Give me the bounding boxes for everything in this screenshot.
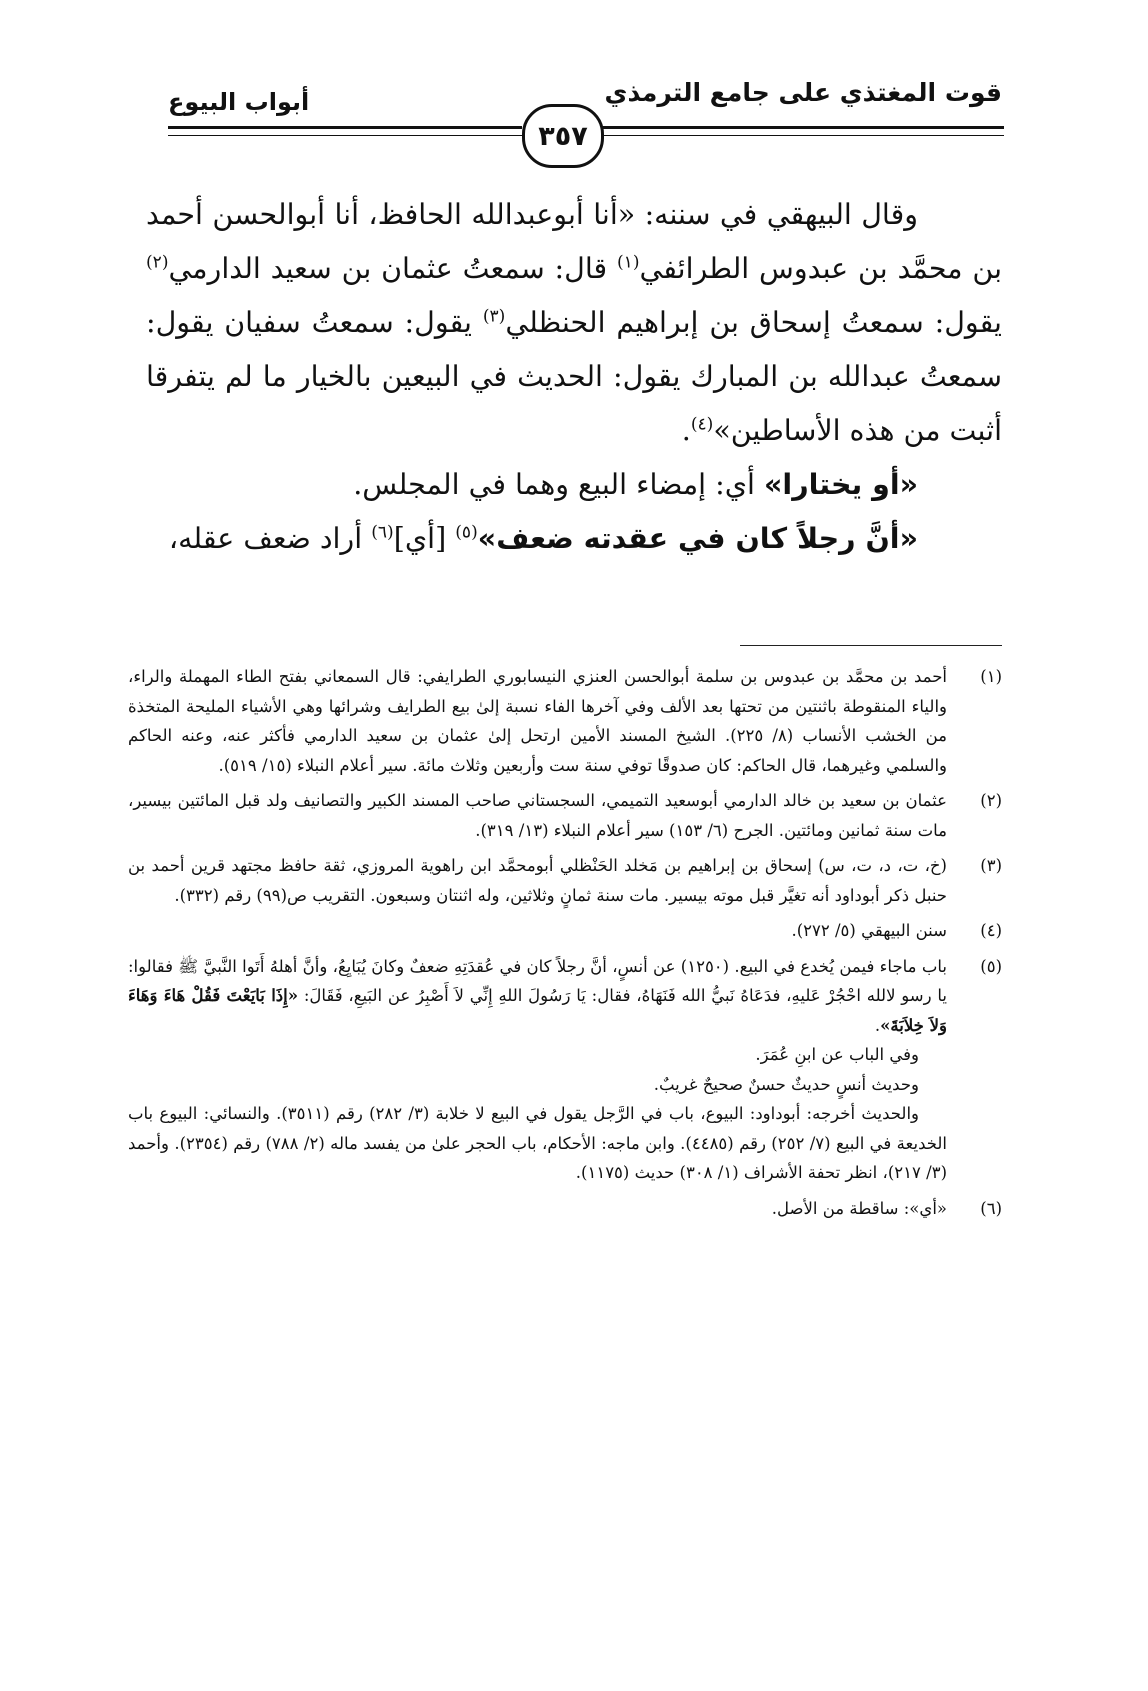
p1-end: . [681,414,691,447]
p3-quote: «أنَّ رجلاً كان في عقدته ضعف» [477,522,918,555]
footnote-5-line-3: وحديث أنسٍ حديثٌ حسنٌ صحيحٌ غريبٌ. [653,1074,919,1094]
p2-text: أي: إمضاء البيع وهما في المجلس. [353,468,765,501]
p1-text-c: يقول: سمعتُ إسحاق بن إبراهيم الحنظلي [505,306,1002,339]
paragraph-3 [146,512,1002,566]
p2-quote: «أو يختارا» [764,468,918,501]
footnote-6 [128,1194,1002,1224]
footnote-number: (٥) [980,956,1002,976]
footnote-2 [128,786,1002,845]
footnote-text: (خ، ت، د، ت، س) إسحاق بن إبراهيم بن مَخلد الحَنْظلي أبومحمَّد ابن راهوية المروزي، ثقة حافظ مجتهد قرين أحمد بن حنبل ذكر أبوداود أنه تغيَّر قبل موته بيسير. مات سنة ثمانٍ وثلاثين، وله اثنتان وسبعون. التقريب ص(٩٩) رقم (٣٣٢). [128,856,947,905]
footnote-number: (٦) [980,1198,1002,1218]
main-text [146,188,1002,566]
p3-text: أراد ضعف عقله، [168,522,372,555]
page-number: ٣٥٧ [522,104,604,168]
p1-text-d: يقول: سمعتُ سفيان يقول: سمعتُ عبدالله بن المبارك يقول: الحديث في البيعين بالخيار ما لم يتفرقا أثبت من هذه الأساطين» [146,306,1002,447]
footnote-ref-5[interactable]: (٥) [455,522,478,543]
footnote-3 [128,851,1002,910]
p3-bracket: [أي] [393,522,456,555]
p1-text-a: وقال البيهقي في سننه: «أنا أبوعبدالله الحافظ، أنا أبوالحسن أحمد بن محمَّد بن عبدوس الطرائفي [146,198,1002,285]
footnote-5-line-4: والحديث أخرجه: أبوداود: البيوع، باب في الرَّجل يقول في البيع لا خلابة (٣/ ٢٨٢) رقم (٣٥١١). والنسائي: البيوع باب الخديعة في البيع (٧/ ٢٥٢) رقم (٤٤٨٥). وابن ماجه: الأحكام، باب الحجر علىٰ من يفسد ماله (٢/ ٧٨٨) رقم (٢٣٥٤). وأحمد (٣/ ٢١٧)، انظر تحفة الأشراف (١/ ٣٠٨) حديث (١١٧٥). [128,1104,948,1182]
footnote-number: (٢) [980,791,1002,810]
footnote-number: (٤) [980,921,1002,940]
footnote-5 [128,952,1002,1188]
footnote-ref-3[interactable]: (٣) [482,306,506,327]
footnote-text: سنن البيهقي (٥/ ٢٧٢). [791,921,947,940]
footnote-5-line-2: وفي الباب عن ابنِ عُمَرَ. [755,1045,919,1064]
book-title: قوت المغتذي على جامع الترمذي [604,78,1002,107]
header-rule-left-thin [168,135,522,136]
header-rule-right-thin [598,135,1004,136]
footnote-5-hadith [128,952,947,1041]
footnote-text: أحمد بن محمَّد بن عبدوس بن سلمة أبوالحسن العنزي النيسابوري الطرايفي: قال السمعاني بفتح الطاء المهملة والراء، والياء المنقوطة باثنتين من تحتها بعد الألف وفي آخرها الفاء نسبة إلىٰ بيع الطرايف وشرائها وهي الأشياء المليحة المتخذة من الخشب الأنساب (٨/ ٢٢٥). الشيخ المسند الأمين ارتحل إلىٰ عثمان بن سعيد الدارمي فأكثر عنه، وعنه الحاكم والسلمي وغيرهما، قال الحاكم: كان صدوقًا توفي سنة ست وأربعين وثلاث مائة. سير أعلام النبلاء (١٥/ ٥١٩). [128,667,947,775]
paragraph-2 [146,458,1002,512]
chapter-title: أبواب البيوع [168,88,310,116]
p1-text-b: قال: سمعتُ عثمان بن سعيد الدارمي [168,252,617,285]
footnote-ref-2[interactable]: (٢) [146,252,169,273]
header-rule-left [168,126,522,129]
footnote-ref-1[interactable]: (١) [616,252,640,273]
footnote-number: (٣) [980,856,1002,875]
footnote-1 [128,662,1002,780]
footnote-ref-4[interactable]: (٤) [690,414,714,435]
hadith-text: باب ماجاء فيمن يُخدع في البيع. (١٢٥٠) عن أنسٍ، أنَّ رجلاً كان في عُقدَتِهِ ضعفٌ وكانَ يُبَايِعُ، وأنَّ أهلهُ أَتَوا النَّبيَّ ﷺ فقالوا: يا رسو لالله احْجُرْ عَليهِ، فدَعَاهُ نَبيُّ الله فَنَهَاهُ، فقال: يَا رَسُولَ اللهِ إِنِّي لاَ أَصْبِرُ عن البَيعِ، فَقَالَ: [128,956,947,1005]
footnote-text: «أي»: ساقطة من الأصل. [771,1198,947,1218]
footnote-number: (١) [980,667,1002,686]
header-rule-right [598,126,1004,129]
paragraph-1 [146,188,1002,458]
footnote-4 [128,916,1002,946]
hadith-quote: «إِذَا بَايَعْتَ فَقُلْ هَاءَ وَهَاءَ وَلاَ خِلاَبَةَ» [128,986,947,1035]
footnote-separator [740,645,1002,646]
footnote-ref-6[interactable]: (٦) [371,522,394,543]
footnote-text: عثمان بن سعيد بن خالد الدارمي أبوسعيد التميمي، السجستاني صاحب المسند الكبير والتصانيف ولد قبل المائتين بيسير، مات سنة ثمانين ومائتين. الجرح (٦/ ١٥٣) سير أعلام النبلاء (١٣/ ٣١٩). [128,791,947,840]
hadith-end: . [874,1015,881,1035]
footnotes [128,662,1002,1229]
